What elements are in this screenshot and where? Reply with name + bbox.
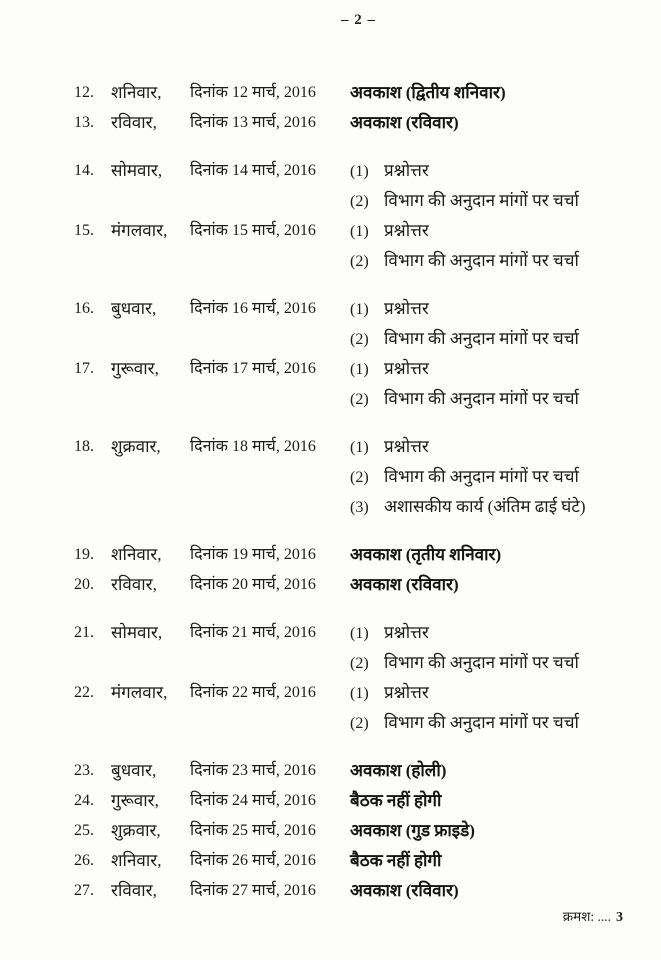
serial-number: 24. bbox=[74, 792, 94, 809]
date-label: दिनांक 12 मार्च, 2016 bbox=[190, 84, 316, 101]
activity-text: अवकाश (रविवार) bbox=[350, 113, 459, 132]
activities bbox=[350, 618, 661, 678]
date-label: दिनांक 22 मार्च, 2016 bbox=[190, 684, 316, 701]
day-name: बुधवार, bbox=[111, 761, 157, 780]
activities bbox=[350, 294, 661, 354]
activity-text: अवकाश (द्वितीय शनिवार) bbox=[350, 83, 506, 102]
activity-marker: (2) bbox=[350, 469, 369, 486]
serial-number: 16. bbox=[74, 300, 94, 317]
schedule-row bbox=[0, 294, 661, 354]
activity-marker: (1) bbox=[350, 625, 369, 642]
activity-text: प्रश्नोत्तर bbox=[384, 623, 429, 642]
activity-line bbox=[350, 354, 661, 384]
activity-text: बैठक नहीं होगी bbox=[350, 791, 442, 810]
serial-number: 27. bbox=[74, 882, 94, 899]
activity-marker: (3) bbox=[350, 499, 369, 516]
activity-line bbox=[350, 216, 661, 246]
activity-marker: (1) bbox=[350, 163, 369, 180]
activity-text: बैठक नहीं होगी bbox=[350, 851, 442, 870]
activity-text: प्रश्नोत्तर bbox=[384, 161, 429, 180]
activity-marker: (2) bbox=[350, 253, 369, 270]
activity-marker: (2) bbox=[350, 715, 369, 732]
activity-text: अवकाश (गुड फ्राइडे) bbox=[350, 821, 475, 840]
activity-line bbox=[350, 462, 661, 492]
date-label: दिनांक 14 मार्च, 2016 bbox=[190, 162, 316, 179]
activity-text: विभाग की अनुदान मांगों पर चर्चा bbox=[384, 653, 579, 672]
schedule-row bbox=[0, 540, 661, 570]
activity-text: प्रश्नोत्तर bbox=[384, 299, 429, 318]
serial-number: 25. bbox=[74, 822, 94, 839]
activity-text: अवकाश (रविवार) bbox=[350, 881, 459, 900]
date-label: दिनांक 27 मार्च, 2016 bbox=[190, 882, 316, 899]
activities bbox=[350, 570, 661, 600]
activity-line bbox=[350, 846, 661, 876]
activity-line bbox=[350, 108, 661, 138]
schedule-row bbox=[0, 216, 661, 276]
activity-marker: (1) bbox=[350, 685, 369, 702]
date-label: दिनांक 17 मार्च, 2016 bbox=[190, 360, 316, 377]
date-label: दिनांक 20 मार्च, 2016 bbox=[190, 576, 316, 593]
activity-text: विभाग की अनुदान मांगों पर चर्चा bbox=[384, 251, 579, 270]
activities bbox=[350, 846, 661, 876]
schedule-row bbox=[0, 156, 661, 216]
activity-text: विभाग की अनुदान मांगों पर चर्चा bbox=[384, 191, 579, 210]
serial-number: 13. bbox=[74, 114, 94, 131]
date-label: दिनांक 16 मार्च, 2016 bbox=[190, 300, 316, 317]
day-name: रविवार, bbox=[111, 575, 157, 594]
schedule-row bbox=[0, 678, 661, 738]
date-label: दिनांक 26 मार्च, 2016 bbox=[190, 852, 316, 869]
day-name: शनिवार, bbox=[111, 851, 162, 870]
activity-text: विभाग की अनुदान मांगों पर चर्चा bbox=[384, 467, 579, 486]
activities bbox=[350, 78, 661, 108]
activity-marker: (1) bbox=[350, 223, 369, 240]
serial-number: 19. bbox=[74, 546, 94, 563]
activities bbox=[350, 678, 661, 738]
activity-line bbox=[350, 432, 661, 462]
activity-text: प्रश्नोत्तर bbox=[384, 683, 429, 702]
activity-line bbox=[350, 324, 661, 354]
serial-number: 23. bbox=[74, 762, 94, 779]
schedule-row bbox=[0, 432, 661, 522]
activity-line bbox=[350, 618, 661, 648]
date-label: दिनांक 15 मार्च, 2016 bbox=[190, 222, 316, 239]
activity-marker: (1) bbox=[350, 439, 369, 456]
activity-line bbox=[350, 678, 661, 708]
schedule-row bbox=[0, 876, 661, 906]
day-name: सोमवार, bbox=[111, 623, 163, 642]
activity-text: अवकाश (होली) bbox=[350, 761, 447, 780]
activity-line bbox=[350, 648, 661, 678]
activity-line bbox=[350, 876, 661, 906]
activities bbox=[350, 156, 661, 216]
activity-text: प्रश्नोत्तर bbox=[384, 221, 429, 240]
activity-line bbox=[350, 816, 661, 846]
date-label: दिनांक 24 मार्च, 2016 bbox=[190, 792, 316, 809]
serial-number: 18. bbox=[74, 438, 94, 455]
date-label: दिनांक 18 मार्च, 2016 bbox=[190, 438, 316, 455]
activity-line bbox=[350, 570, 661, 600]
serial-number: 22. bbox=[74, 684, 94, 701]
activity-line bbox=[350, 756, 661, 786]
day-name: शुक्रवार, bbox=[111, 437, 161, 456]
serial-number: 12. bbox=[74, 84, 94, 101]
day-name: मंगलवार, bbox=[111, 221, 168, 240]
day-name: बुधवार, bbox=[111, 299, 157, 318]
schedule-row bbox=[0, 816, 661, 846]
day-name: सोमवार, bbox=[111, 161, 163, 180]
date-label: दिनांक 25 मार्च, 2016 bbox=[190, 822, 316, 839]
activity-text: प्रश्नोत्तर bbox=[384, 437, 429, 456]
activity-line bbox=[350, 492, 661, 522]
day-name: रविवार, bbox=[111, 881, 157, 900]
day-name: शनिवार, bbox=[111, 545, 162, 564]
schedule-row bbox=[0, 354, 661, 414]
activities bbox=[350, 876, 661, 906]
activity-marker: (2) bbox=[350, 193, 369, 210]
activity-text: प्रश्नोत्तर bbox=[384, 359, 429, 378]
schedule-row bbox=[0, 618, 661, 678]
activity-text: अवकाश (रविवार) bbox=[350, 575, 459, 594]
activity-line bbox=[350, 384, 661, 414]
day-name: शनिवार, bbox=[111, 83, 162, 102]
activity-line bbox=[350, 708, 661, 738]
activities bbox=[350, 216, 661, 276]
day-name: शुक्रवार, bbox=[111, 821, 161, 840]
activity-text: अशासकीय कार्य (अंतिम ढाई घंटे) bbox=[384, 497, 586, 516]
activity-text: विभाग की अनुदान मांगों पर चर्चा bbox=[384, 329, 579, 348]
activity-line bbox=[350, 540, 661, 570]
activities bbox=[350, 786, 661, 816]
serial-number: 14. bbox=[74, 162, 94, 179]
schedule-row bbox=[0, 846, 661, 876]
serial-number: 26. bbox=[74, 852, 94, 869]
activity-line bbox=[350, 246, 661, 276]
activity-marker: (2) bbox=[350, 655, 369, 672]
date-label: दिनांक 13 मार्च, 2016 bbox=[190, 114, 316, 131]
activity-line bbox=[350, 78, 661, 108]
date-label: दिनांक 21 मार्च, 2016 bbox=[190, 624, 316, 641]
activity-text: विभाग की अनुदान मांगों पर चर्चा bbox=[384, 713, 579, 732]
activity-marker: (1) bbox=[350, 361, 369, 378]
activity-text: अवकाश (तृतीय शनिवार) bbox=[350, 545, 502, 564]
activity-marker: (2) bbox=[350, 331, 369, 348]
activities bbox=[350, 756, 661, 786]
page-number bbox=[0, 12, 661, 29]
activities bbox=[350, 540, 661, 570]
day-name: गुरूवार, bbox=[111, 359, 159, 378]
date-label: दिनांक 19 मार्च, 2016 bbox=[190, 546, 316, 563]
activity-marker: (2) bbox=[350, 391, 369, 408]
serial-number: 15. bbox=[74, 222, 94, 239]
continuation-label: क्रमश: .... bbox=[562, 909, 611, 924]
date-label: दिनांक 23 मार्च, 2016 bbox=[190, 762, 316, 779]
activity-line bbox=[350, 156, 661, 186]
activities bbox=[350, 816, 661, 846]
continuation-note bbox=[563, 907, 623, 926]
activities bbox=[350, 432, 661, 522]
serial-number: 21. bbox=[74, 624, 94, 641]
serial-number: 20. bbox=[74, 576, 94, 593]
schedule-row bbox=[0, 108, 661, 138]
continuation-page-number: 3 bbox=[616, 910, 623, 925]
day-name: रविवार, bbox=[111, 113, 157, 132]
schedule-row bbox=[0, 786, 661, 816]
page-number-text: – 2 – bbox=[341, 12, 376, 28]
day-name: गुरूवार, bbox=[111, 791, 159, 810]
day-name: मंगलवार, bbox=[111, 683, 168, 702]
schedule-row bbox=[0, 570, 661, 600]
activity-line bbox=[350, 294, 661, 324]
activities bbox=[350, 354, 661, 414]
schedule-list bbox=[0, 78, 661, 906]
activity-line bbox=[350, 786, 661, 816]
activity-line bbox=[350, 186, 661, 216]
activity-marker: (1) bbox=[350, 301, 369, 318]
schedule-row bbox=[0, 78, 661, 108]
serial-number: 17. bbox=[74, 360, 94, 377]
activity-text: विभाग की अनुदान मांगों पर चर्चा bbox=[384, 389, 579, 408]
schedule-row bbox=[0, 756, 661, 786]
activities bbox=[350, 108, 661, 138]
